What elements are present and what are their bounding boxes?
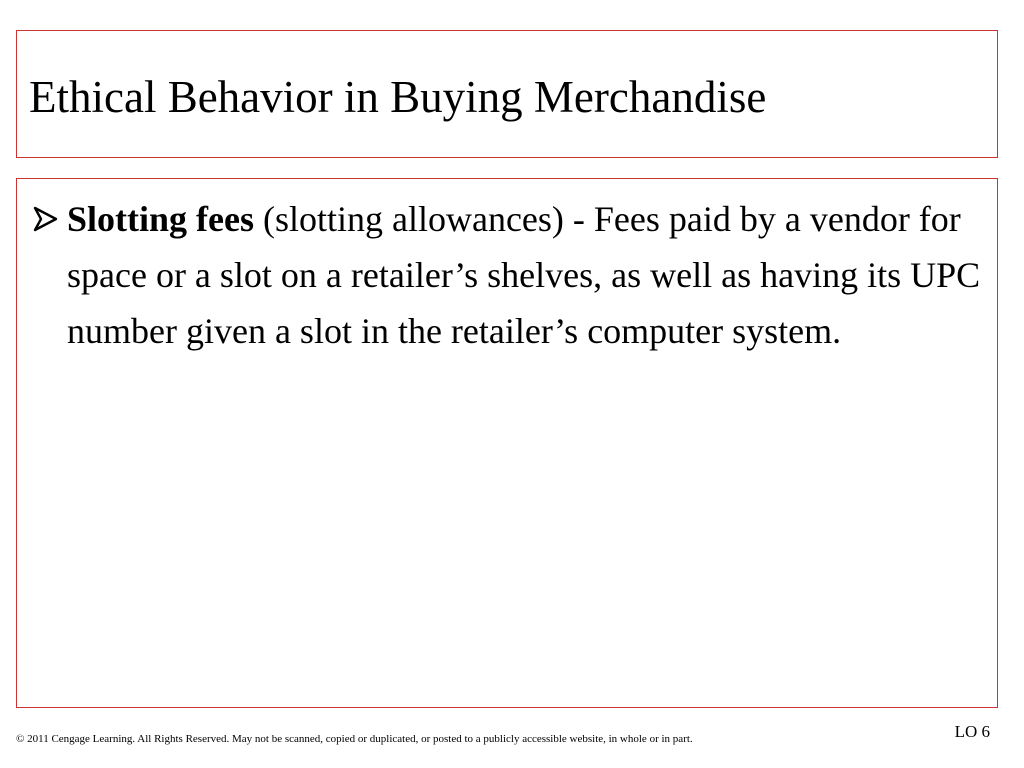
bullet-definition: (slotting allowances) - Fees paid by a vendor for space or a slot on a retailer’s shelves, as well as having its UPC number given a slot in the retailer’s computer system. [67, 199, 981, 351]
content-placeholder [16, 178, 998, 708]
bullet-term: Slotting fees [67, 199, 254, 239]
learning-objective-label: LO 6 [954, 722, 990, 741]
copyright-notice: © 2011 Cengage Learning. All Rights Reserved. May not be scanned, copied or duplicated, or posted to a publicly accessible website, in whole or in part. [16, 733, 693, 745]
slide-title: Ethical Behavior in Buying Merchandise [29, 72, 767, 122]
bullet-item [31, 191, 991, 359]
title-placeholder [16, 30, 998, 158]
arrow-bullet-icon [31, 191, 65, 247]
